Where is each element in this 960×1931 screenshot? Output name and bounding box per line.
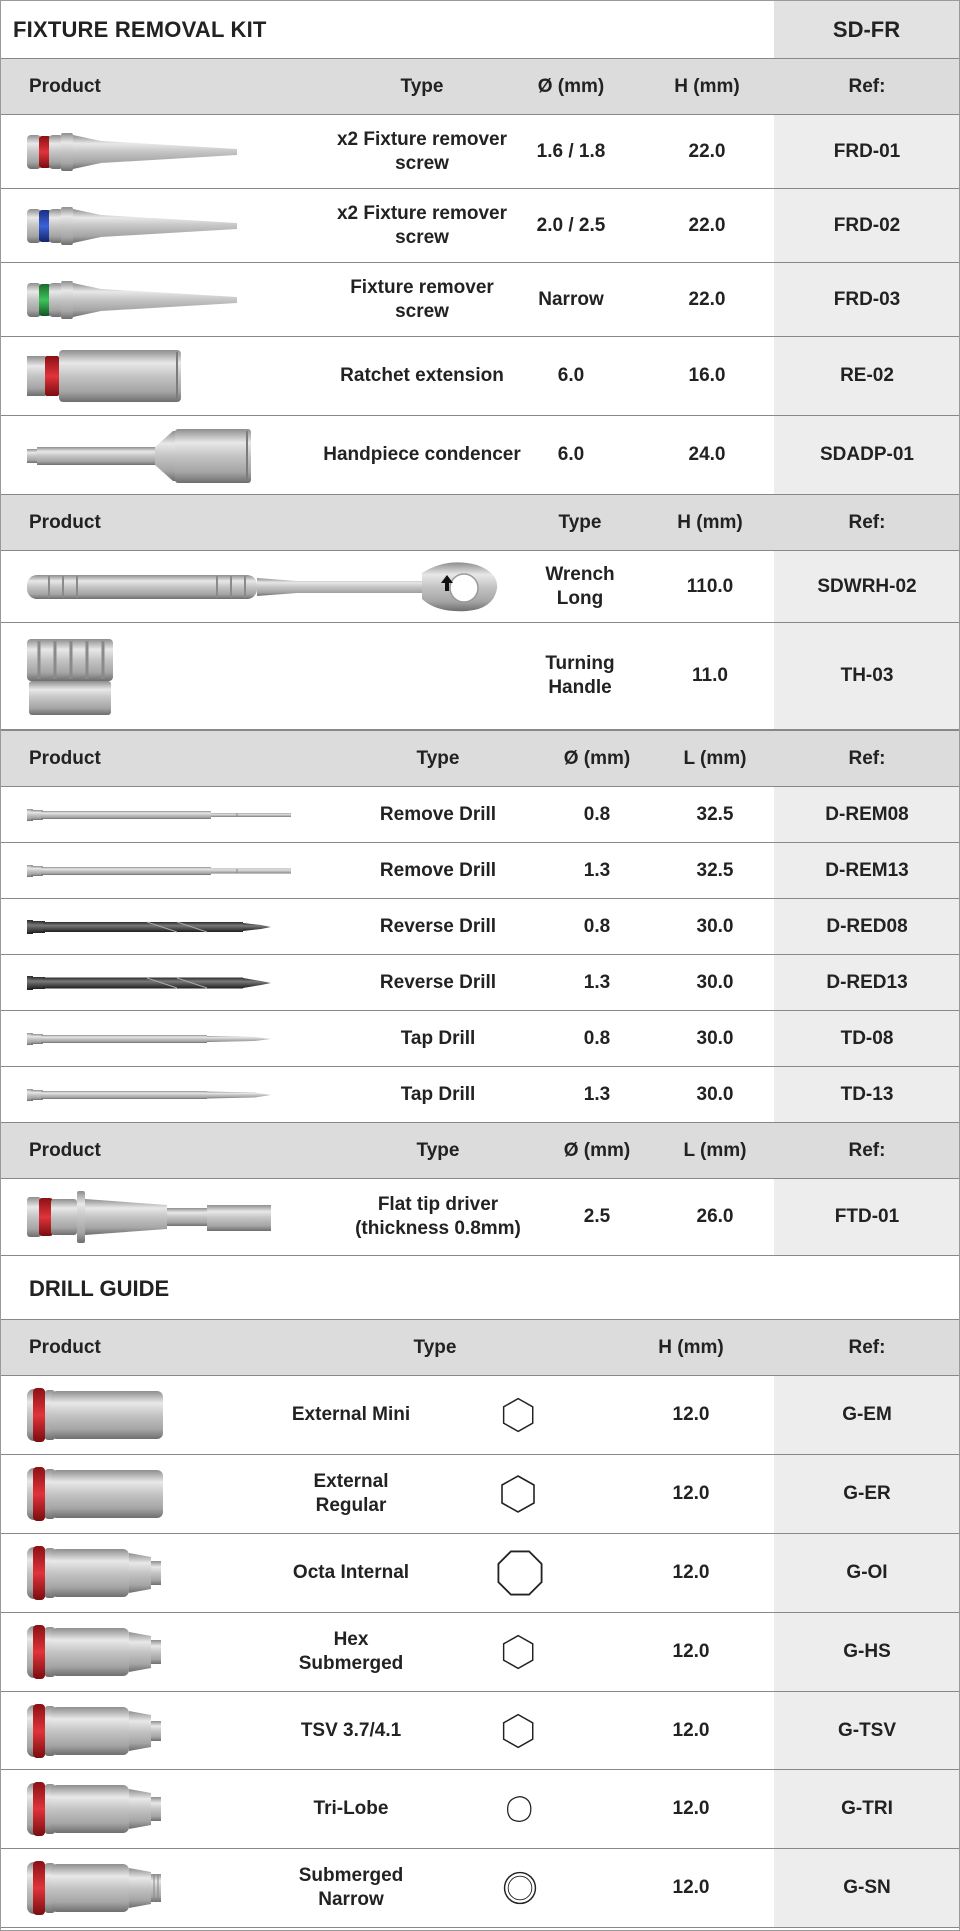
diameter-cell: 1.6 / 1.8	[536, 140, 606, 162]
header-type: Type	[416, 748, 460, 769]
header-product: Product	[29, 748, 101, 769]
table-row	[1, 623, 959, 730]
type-cell: Ratchet extension	[340, 365, 504, 386]
drill-guide-icon	[27, 1692, 167, 1769]
tap-drill-icon	[27, 1011, 277, 1066]
ref-cell: D-RED13	[826, 971, 908, 993]
table-row	[1, 1011, 959, 1067]
turning-handle-icon	[27, 623, 117, 729]
height-cell: 22.0	[688, 140, 726, 162]
fixture-remover-screw-green-icon	[27, 263, 247, 336]
ref-cell: G-ER	[843, 1483, 891, 1504]
type-cell: Reverse Drill	[379, 971, 497, 993]
height-cell: 24.0	[688, 444, 726, 465]
table-row	[1, 843, 959, 899]
ref-cell: G-SN	[843, 1877, 891, 1898]
height-cell: 12.0	[672, 1798, 710, 1819]
height-cell: 110.0	[686, 575, 734, 597]
table-header	[1, 59, 959, 115]
type-cell: Wrench Long	[545, 563, 615, 609]
ref-cell: D-REM08	[825, 803, 909, 825]
ref-cell: FRD-01	[833, 140, 901, 162]
header-type: Type	[413, 1337, 457, 1358]
diameter-cell: 0.8	[583, 803, 611, 825]
height-cell: 12.0	[672, 1562, 710, 1583]
page-title: FIXTURE REMOVAL KIT	[13, 17, 267, 42]
kit-code: SD-FR	[774, 1, 959, 58]
height-cell: 12.0	[672, 1877, 710, 1898]
height-cell: 12.0	[672, 1483, 710, 1504]
table-row	[1, 189, 959, 263]
header-product: Product	[29, 1337, 101, 1358]
type-cell: TSV 3.7/4.1	[300, 1719, 402, 1741]
section-title: DRILL GUIDE	[29, 1276, 170, 1301]
length-cell: 30.0	[696, 1083, 734, 1105]
header-product: Product	[29, 1140, 101, 1161]
hexagon-icon	[500, 1613, 540, 1691]
ref-cell: G-TRI	[841, 1798, 893, 1819]
header-ref: Ref:	[848, 1337, 886, 1358]
type-cell: x2 Fixture remover screw	[336, 202, 508, 248]
ref-cell: TD-08	[840, 1027, 894, 1049]
ref-cell: FRD-02	[833, 214, 901, 236]
height-cell: 11.0	[692, 665, 728, 686]
header-type: Type	[558, 512, 602, 533]
ref-cell: TD-13	[840, 1083, 894, 1105]
type-cell: Tri-Lobe	[313, 1798, 389, 1819]
table-row	[1, 899, 959, 955]
header-diameter: Ø (mm)	[537, 76, 605, 97]
type-cell: External Mini	[291, 1404, 411, 1425]
type-cell: Reverse Drill	[379, 915, 497, 937]
header-ref: Ref:	[848, 512, 886, 533]
hexagon-icon	[500, 1692, 540, 1769]
header-height: H (mm)	[658, 1337, 724, 1358]
ref-cell: FRD-03	[833, 288, 901, 310]
tap-drill-icon	[27, 1067, 277, 1122]
type-cell: Hex Submerged	[298, 1629, 404, 1674]
length-cell: 32.5	[696, 859, 734, 881]
table-row	[1, 1067, 959, 1123]
type-cell: Remove Drill	[379, 859, 497, 881]
ref-cell: SDADP-01	[820, 444, 914, 465]
diameter-cell: 0.8	[583, 1027, 611, 1049]
diameter-cell: 1.3	[583, 859, 611, 881]
header-product: Product	[29, 512, 101, 533]
type-cell: Flat tip driver (thickness 0.8mm)	[355, 1194, 521, 1239]
type-cell: Handpiece condencer	[323, 444, 521, 465]
table-row	[1, 416, 959, 495]
header-product: Product	[29, 76, 101, 97]
circle-ring-icon	[500, 1849, 540, 1927]
drill-guide-icon	[27, 1376, 167, 1454]
ref-cell: G-TSV	[837, 1719, 897, 1741]
ref-cell: G-HS	[843, 1641, 891, 1662]
type-cell: External Regular	[313, 1471, 389, 1516]
reverse-drill-icon	[27, 899, 277, 954]
diameter-cell: 1.3	[583, 1083, 611, 1105]
table-row	[1, 787, 959, 843]
table-row	[1, 1692, 959, 1770]
header-length: L (mm)	[683, 1140, 747, 1161]
type-cell: Turning Handle	[545, 653, 615, 698]
table-row	[1, 1376, 959, 1455]
diameter-cell: Narrow	[538, 288, 604, 310]
table-header	[1, 730, 959, 787]
drill-guide-icon	[27, 1849, 167, 1927]
height-cell: 16.0	[688, 365, 726, 386]
type-cell: Octa Internal	[292, 1562, 410, 1583]
table-row	[1, 115, 959, 189]
hexagon-icon	[498, 1455, 542, 1533]
header-ref: Ref:	[848, 748, 886, 769]
fixture-remover-screw-red-icon	[27, 115, 247, 188]
ref-cell: FTD-01	[834, 1206, 900, 1227]
type-cell: Remove Drill	[379, 803, 497, 825]
drill-guide-icon	[27, 1455, 167, 1533]
drill-guide-icon	[27, 1534, 167, 1612]
header-length: L (mm)	[683, 748, 747, 769]
table-row	[1, 955, 959, 1011]
drill-guide-section-title	[1, 1256, 959, 1320]
reverse-drill-icon	[27, 955, 277, 1010]
height-cell: 22.0	[688, 214, 726, 236]
length-cell: 32.5	[696, 803, 734, 825]
header-diameter: Ø (mm)	[563, 748, 631, 769]
remove-drill-icon	[27, 787, 297, 842]
type-cell: Fixture remover screw	[350, 276, 494, 322]
hexagon-icon	[500, 1376, 540, 1454]
height-cell: 12.0	[672, 1404, 710, 1425]
type-cell: Submerged Narrow	[298, 1865, 404, 1910]
ref-cell: TH-03	[840, 665, 894, 686]
type-cell: x2 Fixture remover screw	[336, 128, 508, 174]
header-type: Type	[416, 1140, 460, 1161]
flat-tip-driver-icon	[27, 1179, 277, 1255]
header-height: H (mm)	[677, 512, 743, 533]
header-ref: Ref:	[848, 1140, 886, 1161]
table-row	[1, 1179, 959, 1256]
drill-guide-icon	[27, 1613, 167, 1691]
diameter-cell: 0.8	[583, 915, 611, 937]
height-cell: 12.0	[672, 1719, 710, 1741]
table-header	[1, 1320, 959, 1376]
header-type: Type	[400, 76, 444, 97]
table-header	[1, 495, 959, 551]
diameter-cell: 6.0	[557, 365, 585, 386]
diameter-cell: 2.0 / 2.5	[536, 214, 606, 236]
table-row	[1, 1455, 959, 1534]
length-cell: 30.0	[696, 971, 734, 993]
ref-cell: G-OI	[846, 1562, 888, 1583]
drill-guide-icon	[27, 1770, 167, 1848]
ratchet-extension-icon	[27, 337, 187, 415]
header-diameter: Ø (mm)	[563, 1140, 631, 1161]
diameter-cell: 6.0	[557, 444, 585, 465]
table-row	[1, 263, 959, 337]
header-ref: Ref:	[848, 76, 886, 97]
ref-cell: RE-02	[840, 365, 894, 386]
remove-drill-icon	[27, 843, 297, 898]
type-cell: Tap Drill	[400, 1027, 476, 1049]
octagon-icon	[495, 1534, 545, 1612]
table-header	[1, 1123, 959, 1179]
table-row	[1, 1770, 959, 1849]
height-cell: 12.0	[672, 1641, 710, 1662]
ref-cell: SDWRH-02	[817, 575, 917, 597]
table-row	[1, 1849, 959, 1928]
wrench-long-icon	[27, 551, 507, 622]
header-height: H (mm)	[674, 76, 740, 97]
trilobe-icon	[503, 1770, 537, 1848]
height-cell: 22.0	[688, 288, 726, 310]
length-cell: 26.0	[696, 1206, 734, 1227]
fixture-remover-screw-blue-icon	[27, 189, 247, 262]
table-row	[1, 1534, 959, 1613]
length-cell: 30.0	[696, 915, 734, 937]
table-row	[1, 337, 959, 416]
table-row	[1, 551, 959, 623]
handpiece-condencer-icon	[27, 416, 257, 494]
ref-cell: D-RED08	[826, 915, 908, 937]
length-cell: 30.0	[696, 1027, 734, 1049]
ref-cell: D-REM13	[825, 859, 909, 881]
ref-cell: G-EM	[842, 1404, 892, 1425]
diameter-cell: 2.5	[583, 1206, 611, 1227]
diameter-cell: 1.3	[583, 971, 611, 993]
title-row	[1, 1, 959, 59]
table-row	[1, 1613, 959, 1692]
type-cell: Tap Drill	[400, 1083, 476, 1105]
